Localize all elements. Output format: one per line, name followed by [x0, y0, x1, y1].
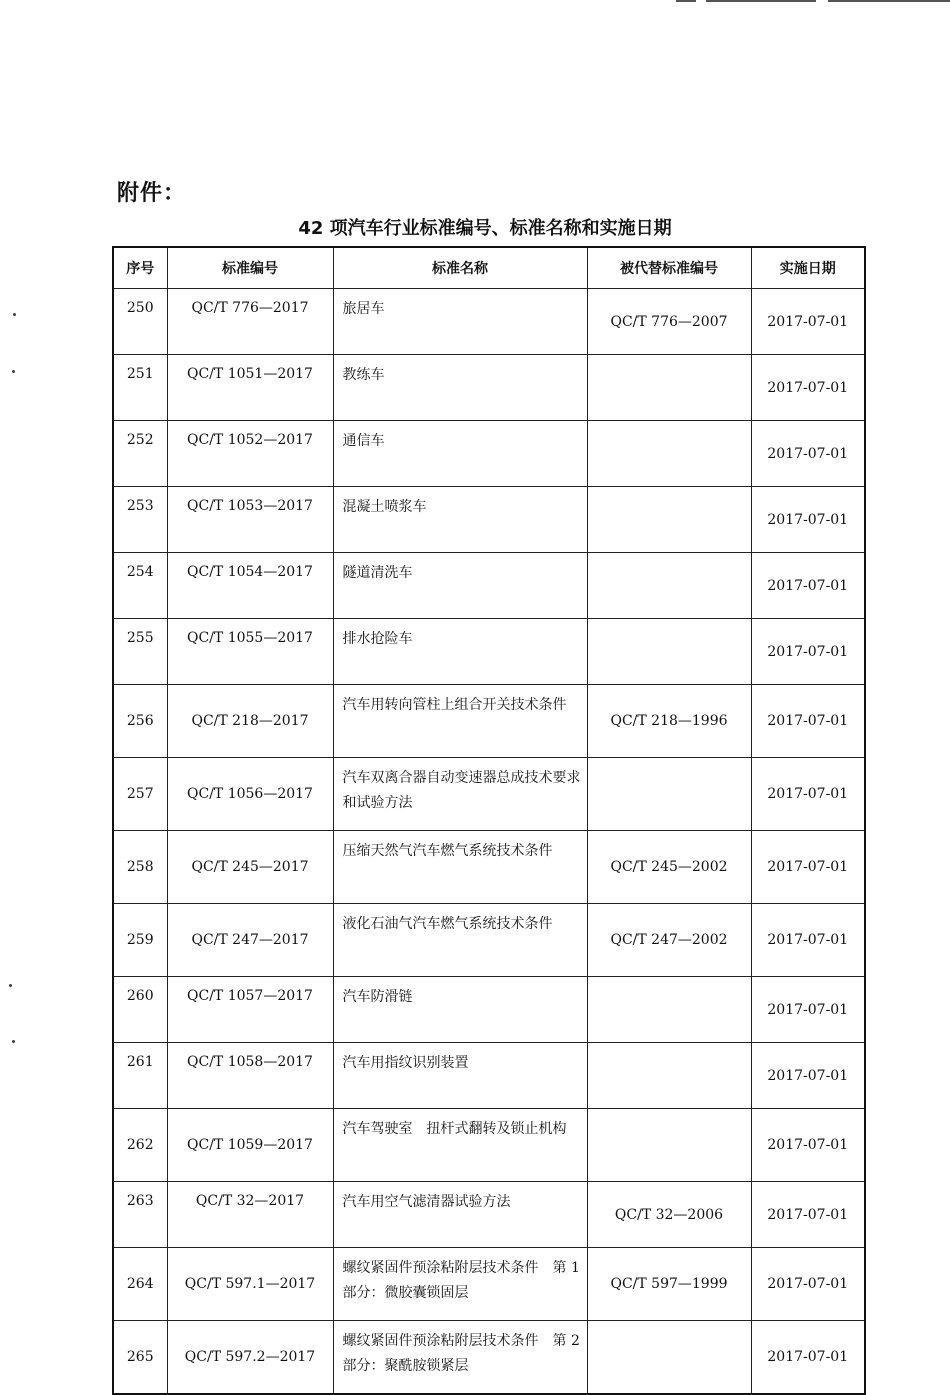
- cell-name: 混凝土喷浆车: [333, 487, 587, 553]
- col-header-seq: 序号: [113, 247, 167, 289]
- cell-seq: 265: [113, 1321, 167, 1395]
- cell-date: 2017-07-01: [751, 355, 865, 421]
- cell-replaced: QC/T 32—2006: [587, 1182, 751, 1248]
- cell-seq: 252: [113, 421, 167, 487]
- table-row: [113, 487, 865, 553]
- cell-code: QC/T 776—2017: [167, 289, 333, 355]
- scan-dot: [13, 313, 16, 316]
- cell-code: QC/T 247—2017: [167, 904, 333, 977]
- cell-code: QC/T 1057—2017: [167, 977, 333, 1043]
- cell-seq: 256: [113, 685, 167, 758]
- cell-name: 汽车用转向管柱上组合开关技术条件: [333, 685, 587, 758]
- cell-date: 2017-07-01: [751, 553, 865, 619]
- cell-date: 2017-07-01: [751, 1109, 865, 1182]
- cell-replaced: QC/T 245—2002: [587, 831, 751, 904]
- scan-dot: [12, 370, 15, 373]
- table-row: [113, 831, 865, 904]
- cell-name: 螺纹紧固件预涂粘附层技术条件 第 2 部分：聚酰胺锁紧层: [333, 1321, 587, 1395]
- cell-name: 汽车双离合器自动变速器总成技术要求和试验方法: [333, 758, 587, 831]
- cell-code: QC/T 1056—2017: [167, 758, 333, 831]
- cell-replaced: [587, 977, 751, 1043]
- col-header-code: 标准编号: [167, 247, 333, 289]
- table-header-row: [113, 247, 865, 289]
- col-header-name: 标准名称: [333, 247, 587, 289]
- cell-name: 隧道清洗车: [333, 553, 587, 619]
- cell-seq: 250: [113, 289, 167, 355]
- table-row: [113, 1248, 865, 1321]
- cell-replaced: QC/T 247—2002: [587, 904, 751, 977]
- scan-dot: [9, 984, 12, 987]
- cell-seq: 254: [113, 553, 167, 619]
- cell-date: 2017-07-01: [751, 1043, 865, 1109]
- table-row: [113, 685, 865, 758]
- document-title: 42 项汽车行业标准编号、标准名称和实施日期: [298, 218, 672, 239]
- col-header-replaced: 被代替标准编号: [587, 247, 751, 289]
- cell-seq: 251: [113, 355, 167, 421]
- cell-replaced: [587, 758, 751, 831]
- cell-code: QC/T 1052—2017: [167, 421, 333, 487]
- cell-code: QC/T 597.2—2017: [167, 1321, 333, 1395]
- cell-replaced: [587, 1109, 751, 1182]
- col-header-date: 实施日期: [751, 247, 865, 289]
- scan-dot: [12, 1040, 15, 1043]
- cell-seq: 255: [113, 619, 167, 685]
- table-row: [113, 1109, 865, 1182]
- cell-name: 通信车: [333, 421, 587, 487]
- cell-seq: 263: [113, 1182, 167, 1248]
- cell-seq: 260: [113, 977, 167, 1043]
- cell-code: QC/T 1058—2017: [167, 1043, 333, 1109]
- table-row: [113, 977, 865, 1043]
- table-row: [113, 355, 865, 421]
- cell-seq: 258: [113, 831, 167, 904]
- cell-seq: 257: [113, 758, 167, 831]
- cell-date: 2017-07-01: [751, 421, 865, 487]
- cell-name: 汽车用指纹识别装置: [333, 1043, 587, 1109]
- cell-seq: 262: [113, 1109, 167, 1182]
- cell-replaced: QC/T 776—2007: [587, 289, 751, 355]
- cell-code: QC/T 245—2017: [167, 831, 333, 904]
- cell-name: 旅居车: [333, 289, 587, 355]
- table-row: [113, 553, 865, 619]
- cell-name: 排水抢险车: [333, 619, 587, 685]
- cell-date: 2017-07-01: [751, 1321, 865, 1395]
- cell-date: 2017-07-01: [751, 685, 865, 758]
- cell-date: 2017-07-01: [751, 904, 865, 977]
- cell-replaced: QC/T 597—1999: [587, 1248, 751, 1321]
- table-row: [113, 421, 865, 487]
- scan-mark: [706, 0, 816, 2]
- table-row: [113, 289, 865, 355]
- table-row: [113, 758, 865, 831]
- cell-code: QC/T 1055—2017: [167, 619, 333, 685]
- cell-code: QC/T 1051—2017: [167, 355, 333, 421]
- cell-replaced: [587, 619, 751, 685]
- cell-replaced: [587, 1321, 751, 1395]
- table-row: [113, 1182, 865, 1248]
- cell-seq: 253: [113, 487, 167, 553]
- cell-date: 2017-07-01: [751, 831, 865, 904]
- cell-code: QC/T 1059—2017: [167, 1109, 333, 1182]
- cell-code: QC/T 32—2017: [167, 1182, 333, 1248]
- standards-table: [112, 246, 866, 1395]
- cell-replaced: QC/T 218—1996: [587, 685, 751, 758]
- cell-date: 2017-07-01: [751, 758, 865, 831]
- cell-name: 教练车: [333, 355, 587, 421]
- table-row: [113, 619, 865, 685]
- scan-mark: [676, 0, 696, 2]
- cell-name: 汽车驾驶室 扭杆式翻转及锁止机构: [333, 1109, 587, 1182]
- cell-date: 2017-07-01: [751, 289, 865, 355]
- cell-date: 2017-07-01: [751, 1248, 865, 1321]
- scan-mark: [828, 0, 950, 2]
- cell-seq: 259: [113, 904, 167, 977]
- cell-seq: 264: [113, 1248, 167, 1321]
- table-row: [113, 1043, 865, 1109]
- cell-replaced: [587, 1043, 751, 1109]
- cell-date: 2017-07-01: [751, 1182, 865, 1248]
- cell-code: QC/T 597.1—2017: [167, 1248, 333, 1321]
- cell-seq: 261: [113, 1043, 167, 1109]
- cell-name: 螺纹紧固件预涂粘附层技术条件 第 1 部分：微胶囊锁固层: [333, 1248, 587, 1321]
- cell-name: 汽车用空气滤清器试验方法: [333, 1182, 587, 1248]
- cell-replaced: [587, 355, 751, 421]
- cell-replaced: [587, 421, 751, 487]
- cell-name: 液化石油气汽车燃气系统技术条件: [333, 904, 587, 977]
- table-row: [113, 1321, 865, 1395]
- table-row: [113, 904, 865, 977]
- cell-date: 2017-07-01: [751, 619, 865, 685]
- cell-date: 2017-07-01: [751, 487, 865, 553]
- cell-name: 压缩天然气汽车燃气系统技术条件: [333, 831, 587, 904]
- attachment-heading: 附件：: [117, 181, 187, 206]
- cell-replaced: [587, 553, 751, 619]
- cell-code: QC/T 1054—2017: [167, 553, 333, 619]
- cell-code: QC/T 218—2017: [167, 685, 333, 758]
- cell-code: QC/T 1053—2017: [167, 487, 333, 553]
- cell-replaced: [587, 487, 751, 553]
- cell-name: 汽车防滑链: [333, 977, 587, 1043]
- cell-date: 2017-07-01: [751, 977, 865, 1043]
